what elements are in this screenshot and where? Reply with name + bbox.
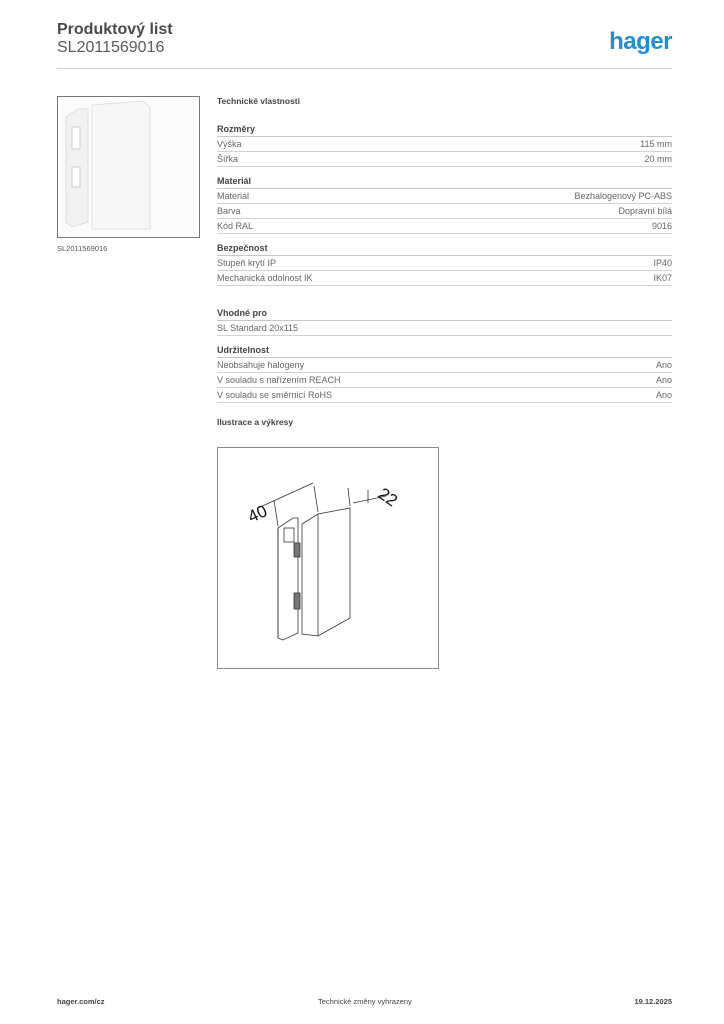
section bbox=[217, 308, 672, 336]
property-label: Barva bbox=[217, 206, 241, 216]
footer-date: 19.12.2025 bbox=[634, 997, 672, 1006]
property-value: 9016 bbox=[651, 221, 672, 231]
property-row bbox=[217, 219, 672, 234]
drawings-heading: Ilustrace a výkresy bbox=[217, 417, 294, 427]
hager-logo: hager bbox=[609, 28, 672, 55]
property-value: Dopravní bílá bbox=[618, 206, 672, 216]
footer-website[interactable]: hager.com/cz bbox=[57, 997, 105, 1006]
section-title: Vhodné pro bbox=[217, 308, 672, 321]
property-value: IK07 bbox=[653, 273, 672, 283]
property-value: Ano bbox=[655, 360, 672, 370]
property-value: Ano bbox=[655, 375, 672, 385]
property-label: Materiál bbox=[217, 191, 250, 201]
page-title: Produktový list bbox=[57, 21, 173, 38]
property-row bbox=[217, 256, 672, 271]
property-row bbox=[217, 152, 672, 167]
technical-drawing bbox=[217, 447, 439, 669]
header-divider bbox=[57, 68, 672, 69]
property-row bbox=[217, 204, 672, 219]
technical-properties bbox=[217, 96, 672, 427]
property-row bbox=[217, 271, 672, 286]
section-title: Rozměry bbox=[217, 124, 672, 137]
property-label: V souladu s nařízením REACH bbox=[217, 375, 341, 385]
property-value: 20 mm bbox=[644, 154, 672, 164]
property-value: Bezhalogenový PC-ABS bbox=[574, 191, 672, 201]
section-title: Udržitelnost bbox=[217, 345, 672, 358]
product-image bbox=[57, 96, 200, 238]
property-label: Kód RAL bbox=[217, 221, 254, 231]
property-row bbox=[217, 358, 672, 373]
technical-heading: Technické vlastnosti bbox=[217, 96, 300, 106]
footer-notice: Technické změny vyhrazeny bbox=[318, 997, 412, 1006]
property-label: Neobsahuje halogeny bbox=[217, 360, 305, 370]
property-label: Výška bbox=[217, 139, 242, 149]
property-label: V souladu se směrnicí RoHS bbox=[217, 390, 333, 400]
dimension-depth: 40 bbox=[244, 501, 271, 527]
property-row bbox=[217, 321, 672, 336]
section-title: Bezpečnost bbox=[217, 243, 672, 256]
property-value: IP40 bbox=[653, 258, 672, 268]
property-row bbox=[217, 388, 672, 403]
dimension-width: 22 bbox=[374, 484, 402, 511]
property-row bbox=[217, 137, 672, 152]
property-row bbox=[217, 373, 672, 388]
property-label: Mechanická odolnost IK bbox=[217, 273, 313, 283]
property-value: Ano bbox=[655, 390, 672, 400]
section-title: Materiál bbox=[217, 176, 672, 189]
section bbox=[217, 243, 672, 286]
property-label: Stupeň krytí IP bbox=[217, 258, 277, 268]
section bbox=[217, 176, 672, 234]
property-value: 115 mm bbox=[640, 139, 672, 149]
property-label: SL Standard 20x115 bbox=[217, 323, 299, 333]
section bbox=[217, 345, 672, 403]
product-image-caption: SL2011569016 bbox=[57, 244, 108, 253]
property-row bbox=[217, 189, 672, 204]
product-code: SL2011569016 bbox=[57, 39, 165, 56]
property-label: Šířka bbox=[217, 154, 239, 164]
section bbox=[217, 124, 672, 167]
